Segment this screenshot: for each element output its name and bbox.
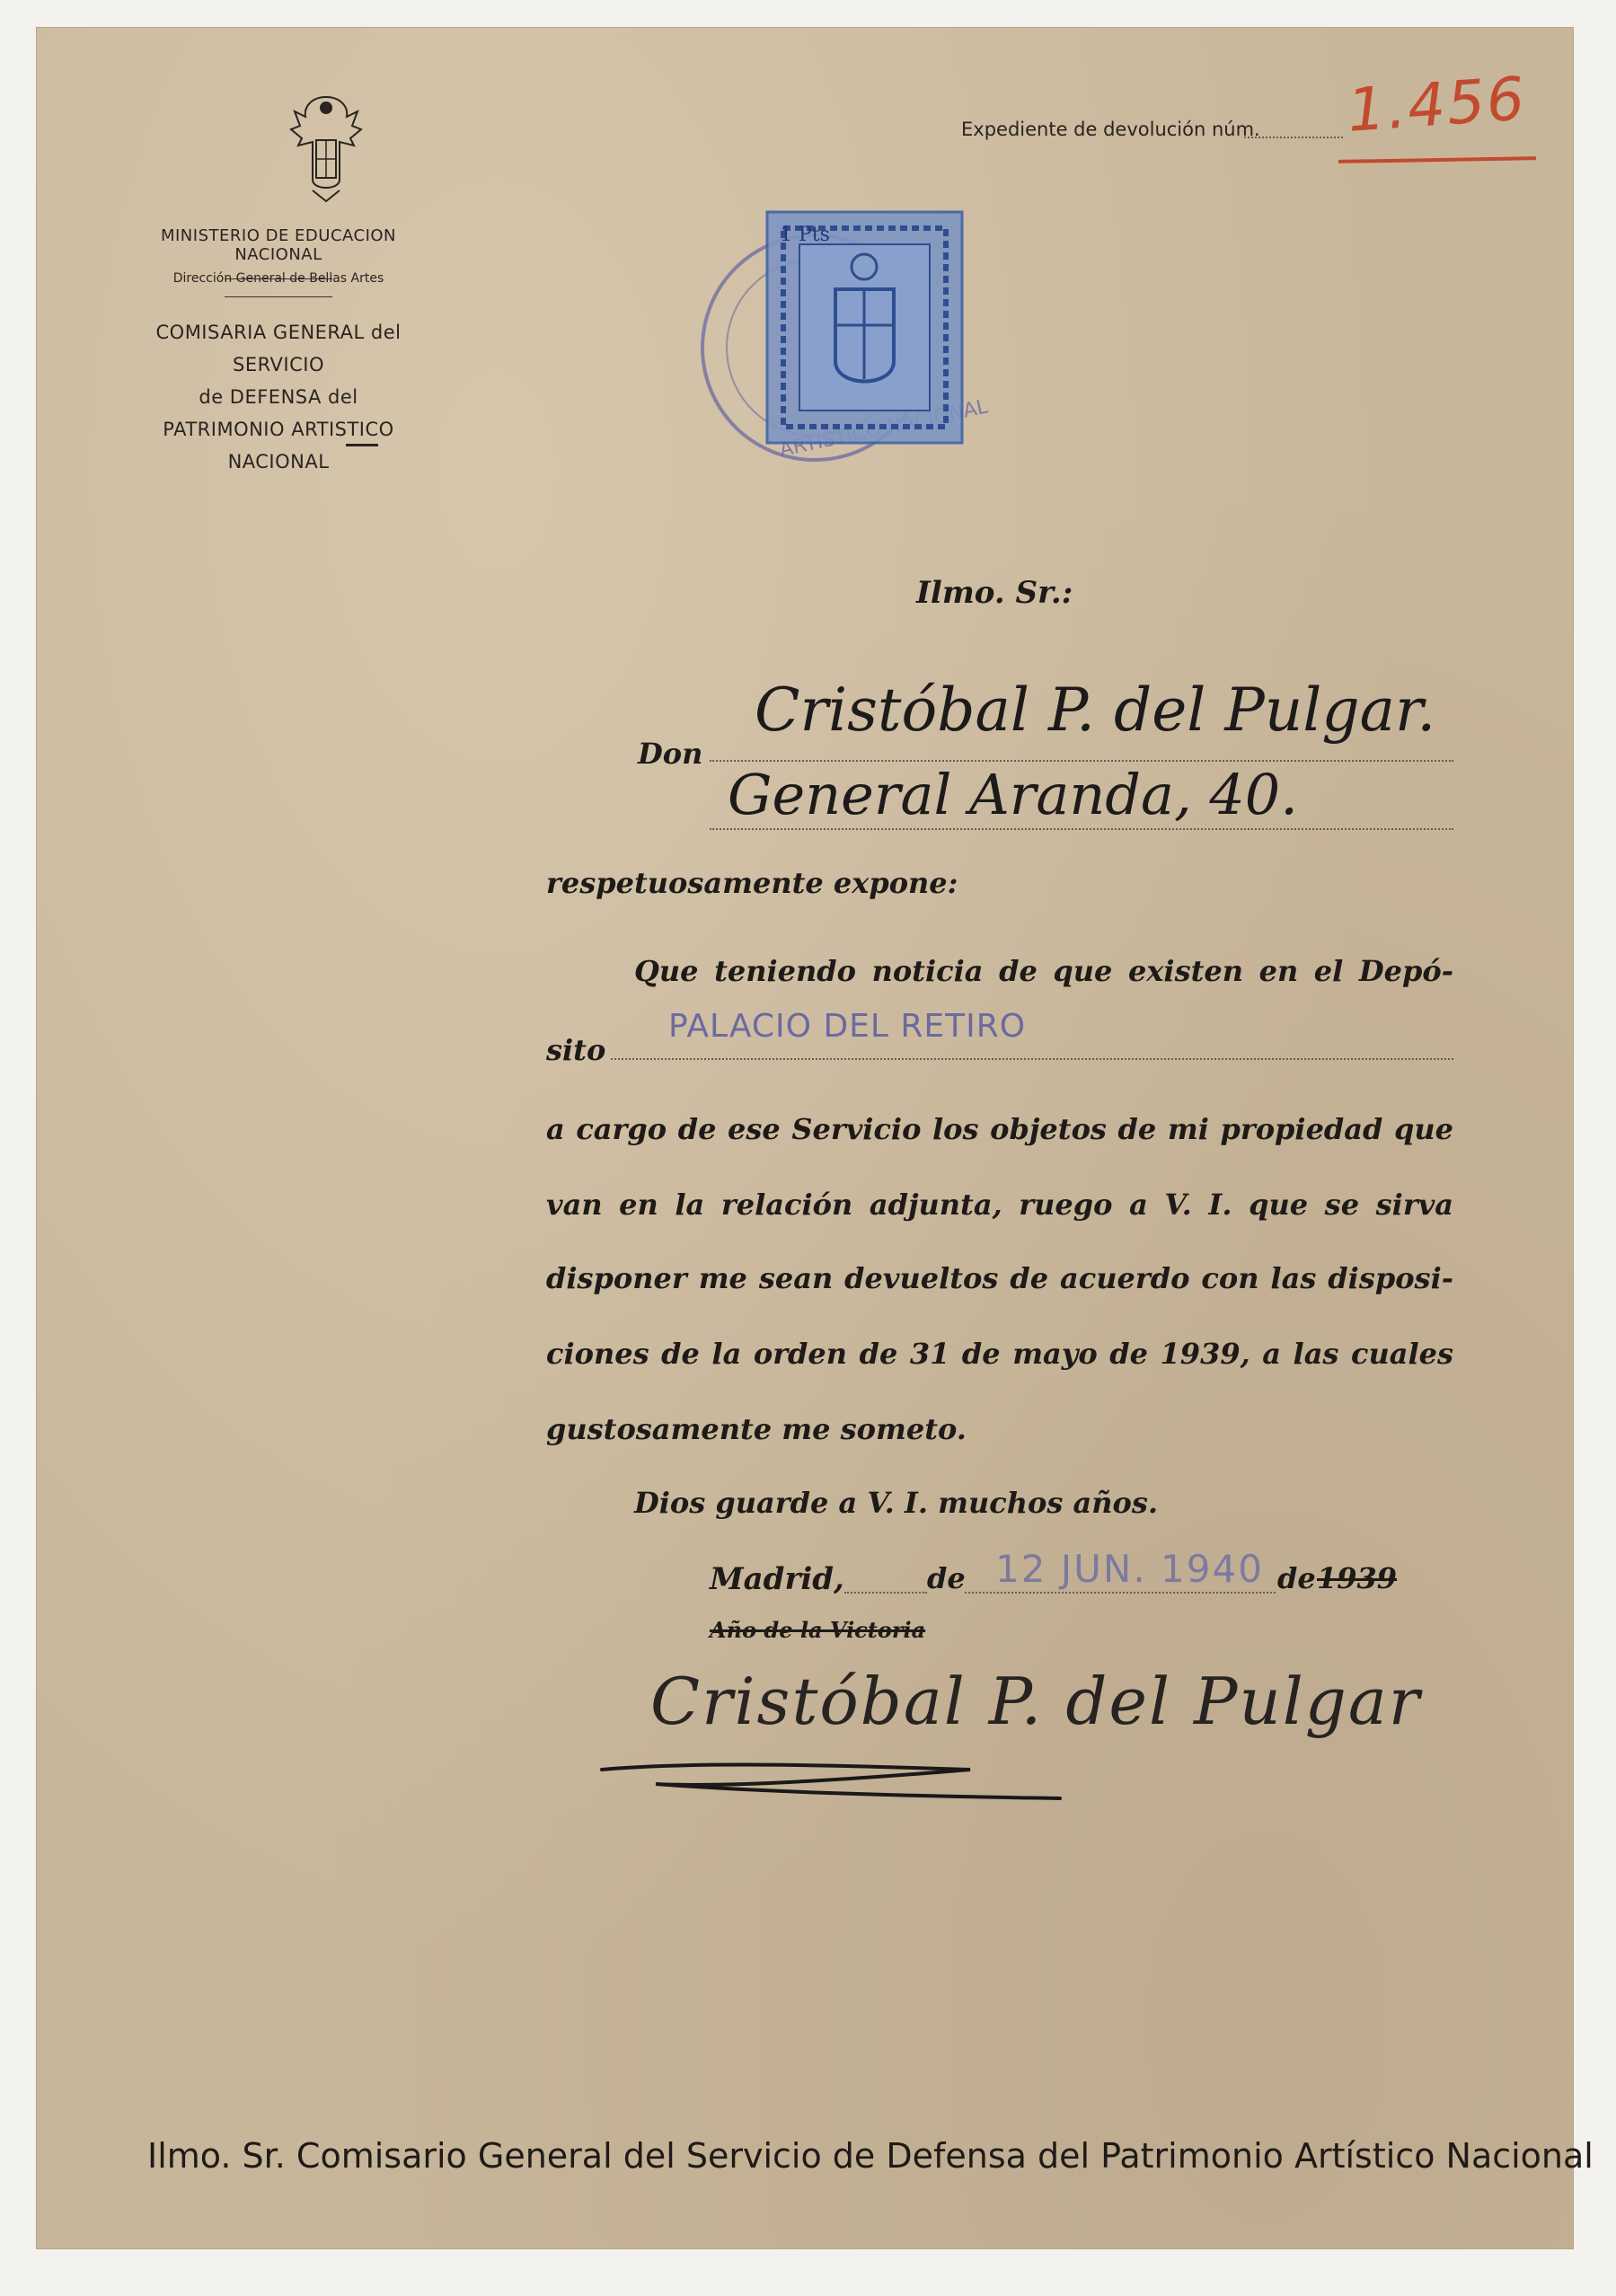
sender-prefix: Don (638, 737, 703, 771)
closing-line: Dios guarde a V. I. muchos años. (634, 1486, 1159, 1520)
stamp-value: 1 Pts (780, 224, 830, 246)
letterhead-divider (225, 296, 332, 297)
sender-address: General Aranda, 40. (728, 762, 1298, 827)
commission-line: de DEFENSA del (199, 386, 358, 408)
commission-line: PATRIMONIO ARTISTICO NACIONAL (163, 419, 394, 472)
expediente-dotted-line (1244, 137, 1343, 138)
expediente-label: Expediente de devolución núm. (961, 119, 1260, 140)
direction-name: Dirección General de Bellas Artes (172, 271, 384, 286)
date-dotted-line (844, 1592, 927, 1594)
date-de: de (1277, 1561, 1316, 1595)
date-city: Madrid, (710, 1561, 844, 1597)
body-line-sito: sito (546, 1033, 606, 1067)
body-line: Que teniendo noticia de que existen en el Depó- (634, 954, 1453, 988)
coat-of-arms-icon (286, 90, 366, 207)
date-dotted-line (965, 1592, 1276, 1594)
salutation: Ilmo. Sr.: (916, 575, 1073, 611)
letterhead-dash (346, 444, 378, 446)
expediente-number: 1.456 (1345, 64, 1529, 146)
body-line: disponer me sean devueltos de acuerdo con las disposi- (546, 1261, 1453, 1295)
expone-line: respetuosamente expone: (546, 866, 958, 900)
body-line: ciones de la orden de 31 de mayo de 1939, a las cuales (546, 1337, 1453, 1371)
signature: Cristóbal P. del Pulgar (650, 1664, 1422, 1739)
deposit-dotted-line (611, 1058, 1453, 1060)
year-struck: 1939 (1317, 1561, 1398, 1595)
body-line: van en la relación adjunta, ruego a V. I. que se sirva (546, 1188, 1453, 1222)
date-stamp: 12 JUN. 1940 (995, 1547, 1264, 1591)
sender-name: Cristóbal P. del Pulgar. (755, 676, 1436, 745)
deposit-stamp: PALACIO DEL RETIRO (668, 1008, 1027, 1045)
ministry-name: MINISTERIO DE EDUCACION NACIONAL (160, 226, 397, 264)
victory-year-struck: Año de la Victoria (710, 1617, 926, 1643)
date-de: de (927, 1561, 966, 1595)
body-line: gustosamente me someto. (546, 1412, 967, 1446)
commission-line: COMISARIA GENERAL del SERVICIO (155, 322, 402, 375)
signature-flourish-icon (593, 1752, 1240, 1824)
commission-name (117, 316, 440, 478)
addressee: Ilmo. Sr. Comisario General del Servicio de Defensa del Patrimonio Artístico Nacional (147, 2136, 1594, 2176)
body-line: a cargo de ese Servicio los objetos de mi propiedad que (546, 1112, 1453, 1146)
sender-address-line (710, 828, 1453, 830)
fiscal-stamp-icon (764, 208, 966, 446)
